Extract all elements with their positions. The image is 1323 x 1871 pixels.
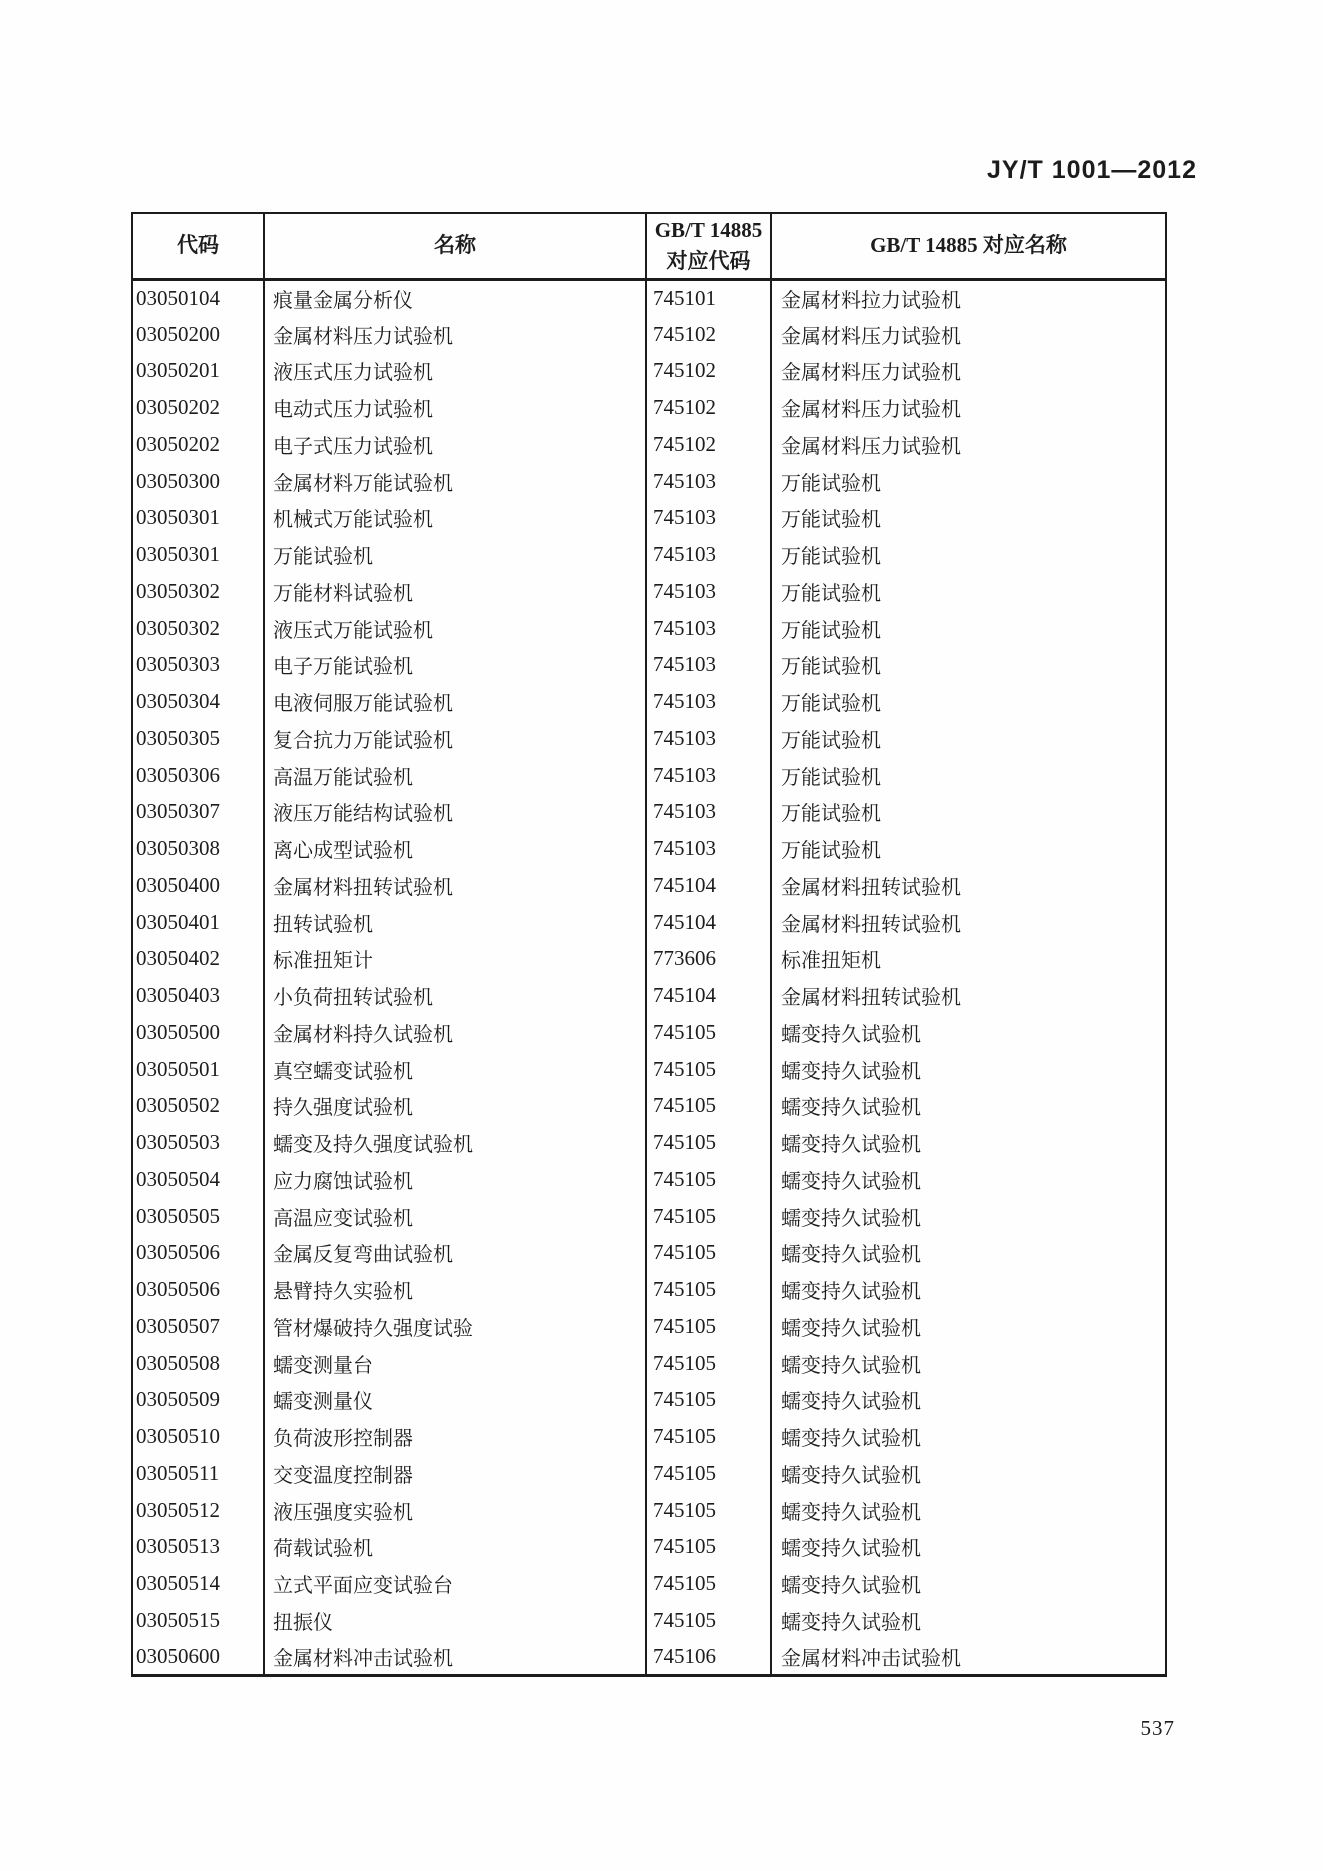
cell-gbt-name: 万能试验机 [771, 720, 1166, 757]
cell-name: 液压万能结构试验机 [264, 794, 646, 831]
cell-gbt-name: 标准扭矩机 [771, 941, 1166, 978]
cell-code: 03050104 [132, 279, 264, 316]
table-row [132, 977, 1166, 1014]
table-row [132, 1345, 1166, 1382]
cell-code: 03050515 [132, 1602, 264, 1639]
cell-name: 机械式万能试验机 [264, 500, 646, 537]
cell-code: 03050509 [132, 1382, 264, 1419]
cell-gbt-code: 745105 [646, 1124, 771, 1161]
column-header-gbt-code-line1: GB/T 14885 [654, 217, 763, 242]
cell-gbt-name: 蠕变持久试验机 [771, 1565, 1166, 1602]
cell-name: 金属材料持久试验机 [264, 1014, 646, 1051]
cell-name: 交变温度控制器 [264, 1455, 646, 1492]
column-header-gbt-code-line2: 对应代码 [666, 248, 751, 273]
cell-code: 03050507 [132, 1308, 264, 1345]
cell-gbt-name: 蠕变持久试验机 [771, 1014, 1166, 1051]
cell-name: 扭振仪 [264, 1602, 646, 1639]
cell-code: 03050506 [132, 1271, 264, 1308]
cell-gbt-code: 745105 [646, 1529, 771, 1566]
cell-gbt-name: 万能试验机 [771, 610, 1166, 647]
cell-code: 03050202 [132, 389, 264, 426]
table-row [132, 647, 1166, 684]
cell-code: 03050510 [132, 1418, 264, 1455]
cell-name: 液压式压力试验机 [264, 353, 646, 390]
cell-code: 03050403 [132, 977, 264, 1014]
cell-gbt-code: 745103 [646, 573, 771, 610]
table-row [132, 941, 1166, 978]
cell-gbt-name: 蠕变持久试验机 [771, 1308, 1166, 1345]
table-row [132, 1602, 1166, 1639]
cell-gbt-code: 745103 [646, 683, 771, 720]
cell-gbt-code: 745102 [646, 353, 771, 390]
cell-code: 03050304 [132, 683, 264, 720]
cell-code: 03050500 [132, 1014, 264, 1051]
cell-gbt-code: 745102 [646, 389, 771, 426]
cell-code: 03050506 [132, 1235, 264, 1272]
table-row [132, 426, 1166, 463]
standard-reference: JY/T 1001—2012 [987, 156, 1197, 184]
cell-gbt-name: 蠕变持久试验机 [771, 1051, 1166, 1088]
cell-gbt-code: 745105 [646, 1271, 771, 1308]
cell-gbt-name: 万能试验机 [771, 647, 1166, 684]
cell-code: 03050401 [132, 904, 264, 941]
cell-gbt-code: 745103 [646, 463, 771, 500]
cell-gbt-name: 金属材料扭转试验机 [771, 904, 1166, 941]
cell-name: 荷载试验机 [264, 1529, 646, 1566]
cell-code: 03050502 [132, 1088, 264, 1125]
cell-code: 03050301 [132, 536, 264, 573]
cell-code: 03050200 [132, 316, 264, 353]
cell-gbt-name: 蠕变持久试验机 [771, 1345, 1166, 1382]
cell-gbt-name: 蠕变持久试验机 [771, 1271, 1166, 1308]
cell-gbt-code: 745103 [646, 500, 771, 537]
cell-name: 持久强度试验机 [264, 1088, 646, 1125]
cell-gbt-code: 745106 [646, 1639, 771, 1676]
cell-code: 03050508 [132, 1345, 264, 1382]
cell-name: 电子式压力试验机 [264, 426, 646, 463]
cell-gbt-name: 蠕变持久试验机 [771, 1235, 1166, 1272]
cell-gbt-code: 745101 [646, 279, 771, 316]
cell-code: 03050305 [132, 720, 264, 757]
cell-name: 高温应变试验机 [264, 1198, 646, 1235]
table-row [132, 1308, 1166, 1345]
table-row [132, 1529, 1166, 1566]
cell-name: 立式平面应变试验台 [264, 1565, 646, 1602]
table-row [132, 867, 1166, 904]
cell-code: 03050504 [132, 1161, 264, 1198]
cell-name: 扭转试验机 [264, 904, 646, 941]
cell-gbt-code: 745105 [646, 1382, 771, 1419]
table-row [132, 500, 1166, 537]
cell-gbt-code: 745105 [646, 1565, 771, 1602]
table-row [132, 830, 1166, 867]
table-row [132, 757, 1166, 794]
cell-gbt-code: 745104 [646, 904, 771, 941]
cell-code: 03050306 [132, 757, 264, 794]
cell-gbt-code: 745105 [646, 1235, 771, 1272]
cell-gbt-name: 金属材料扭转试验机 [771, 977, 1166, 1014]
table-row [132, 1051, 1166, 1088]
column-header-gbt-name: GB/T 14885 对应名称 [771, 213, 1166, 279]
cell-code: 03050201 [132, 353, 264, 390]
cell-name: 标准扭矩计 [264, 941, 646, 978]
cell-gbt-name: 金属材料冲击试验机 [771, 1639, 1166, 1676]
cell-code: 03050513 [132, 1529, 264, 1566]
cell-gbt-name: 蠕变持久试验机 [771, 1088, 1166, 1125]
table-row [132, 1124, 1166, 1161]
cell-name: 负荷波形控制器 [264, 1418, 646, 1455]
table-row [132, 794, 1166, 831]
cell-gbt-code: 773606 [646, 941, 771, 978]
cell-code: 03050512 [132, 1492, 264, 1529]
page-number: 537 [1140, 1716, 1175, 1740]
cell-gbt-code: 745103 [646, 610, 771, 647]
cell-gbt-code: 745105 [646, 1051, 771, 1088]
cell-gbt-code: 745105 [646, 1161, 771, 1198]
cell-gbt-name: 金属材料扭转试验机 [771, 867, 1166, 904]
table-row [132, 1639, 1166, 1676]
cell-gbt-code: 745105 [646, 1345, 771, 1382]
table-row [132, 1088, 1166, 1125]
cell-code: 03050402 [132, 941, 264, 978]
cell-name: 离心成型试验机 [264, 830, 646, 867]
cell-code: 03050600 [132, 1639, 264, 1676]
table-row [132, 1492, 1166, 1529]
table-row [132, 1271, 1166, 1308]
cell-gbt-code: 745105 [646, 1308, 771, 1345]
table-row [132, 1235, 1166, 1272]
cell-gbt-code: 745105 [646, 1602, 771, 1639]
cell-gbt-code: 745103 [646, 536, 771, 573]
cell-gbt-name: 万能试验机 [771, 830, 1166, 867]
cell-code: 03050514 [132, 1565, 264, 1602]
cell-gbt-name: 金属材料压力试验机 [771, 426, 1166, 463]
table-row [132, 316, 1166, 353]
cell-code: 03050400 [132, 867, 264, 904]
cell-gbt-code: 745105 [646, 1014, 771, 1051]
table-row [132, 1198, 1166, 1235]
table-row [132, 1455, 1166, 1492]
cell-gbt-name: 蠕变持久试验机 [771, 1382, 1166, 1419]
cell-name: 液压强度实验机 [264, 1492, 646, 1529]
table-row [132, 463, 1166, 500]
cell-name: 电液伺服万能试验机 [264, 683, 646, 720]
table-row [132, 389, 1166, 426]
table-row [132, 904, 1166, 941]
cell-code: 03050303 [132, 647, 264, 684]
cell-gbt-name: 蠕变持久试验机 [771, 1198, 1166, 1235]
cell-gbt-code: 745102 [646, 426, 771, 463]
cell-name: 万能材料试验机 [264, 573, 646, 610]
cell-gbt-name: 万能试验机 [771, 757, 1166, 794]
cell-gbt-name: 蠕变持久试验机 [771, 1602, 1166, 1639]
table-row [132, 1382, 1166, 1419]
cell-name: 应力腐蚀试验机 [264, 1161, 646, 1198]
code-mapping-table [131, 212, 1167, 1677]
table-row [132, 720, 1166, 757]
cell-gbt-code: 745102 [646, 316, 771, 353]
cell-gbt-name: 蠕变持久试验机 [771, 1529, 1166, 1566]
cell-name: 蠕变及持久强度试验机 [264, 1124, 646, 1161]
table-row [132, 683, 1166, 720]
cell-code: 03050300 [132, 463, 264, 500]
cell-gbt-name: 万能试验机 [771, 573, 1166, 610]
cell-gbt-name: 金属材料拉力试验机 [771, 279, 1166, 316]
cell-gbt-code: 745103 [646, 757, 771, 794]
cell-code: 03050505 [132, 1198, 264, 1235]
cell-code: 03050202 [132, 426, 264, 463]
cell-gbt-name: 金属材料压力试验机 [771, 353, 1166, 390]
column-header-gbt-code [646, 213, 771, 279]
cell-gbt-name: 蠕变持久试验机 [771, 1418, 1166, 1455]
cell-name: 电子万能试验机 [264, 647, 646, 684]
cell-gbt-name: 万能试验机 [771, 683, 1166, 720]
cell-name: 金属材料冲击试验机 [264, 1639, 646, 1676]
cell-code: 03050308 [132, 830, 264, 867]
cell-gbt-code: 745103 [646, 720, 771, 757]
column-header-code: 代码 [132, 213, 264, 279]
cell-gbt-name: 万能试验机 [771, 536, 1166, 573]
cell-name: 金属材料压力试验机 [264, 316, 646, 353]
cell-code: 03050307 [132, 794, 264, 831]
cell-gbt-code: 745103 [646, 830, 771, 867]
column-header-name: 名称 [264, 213, 646, 279]
cell-name: 管材爆破持久强度试验 [264, 1308, 646, 1345]
cell-gbt-code: 745105 [646, 1455, 771, 1492]
cell-gbt-name: 蠕变持久试验机 [771, 1124, 1166, 1161]
cell-code: 03050511 [132, 1455, 264, 1492]
table-row [132, 279, 1166, 316]
cell-gbt-name: 万能试验机 [771, 463, 1166, 500]
cell-gbt-name: 万能试验机 [771, 500, 1166, 537]
table-row [132, 573, 1166, 610]
cell-name: 痕量金属分析仪 [264, 279, 646, 316]
cell-gbt-code: 745103 [646, 794, 771, 831]
cell-gbt-code: 745105 [646, 1198, 771, 1235]
table-row [132, 1418, 1166, 1455]
cell-code: 03050501 [132, 1051, 264, 1088]
cell-name: 金属材料扭转试验机 [264, 867, 646, 904]
cell-name: 真空蠕变试验机 [264, 1051, 646, 1088]
table-row [132, 610, 1166, 647]
cell-gbt-name: 金属材料压力试验机 [771, 316, 1166, 353]
cell-name: 小负荷扭转试验机 [264, 977, 646, 1014]
cell-gbt-name: 蠕变持久试验机 [771, 1455, 1166, 1492]
table-body [132, 279, 1166, 1676]
cell-gbt-code: 745104 [646, 977, 771, 1014]
table-row [132, 1014, 1166, 1051]
cell-name: 电动式压力试验机 [264, 389, 646, 426]
table-row [132, 353, 1166, 390]
cell-name: 万能试验机 [264, 536, 646, 573]
cell-gbt-name: 金属材料压力试验机 [771, 389, 1166, 426]
cell-gbt-code: 745105 [646, 1418, 771, 1455]
cell-code: 03050302 [132, 610, 264, 647]
table-row [132, 1565, 1166, 1602]
cell-code: 03050503 [132, 1124, 264, 1161]
cell-name: 蠕变测量台 [264, 1345, 646, 1382]
cell-gbt-name: 蠕变持久试验机 [771, 1492, 1166, 1529]
table-row [132, 1161, 1166, 1198]
cell-name: 悬臂持久实验机 [264, 1271, 646, 1308]
cell-gbt-name: 万能试验机 [771, 794, 1166, 831]
cell-gbt-code: 745105 [646, 1088, 771, 1125]
table-header-row [132, 213, 1166, 279]
cell-code: 03050301 [132, 500, 264, 537]
cell-name: 复合抗力万能试验机 [264, 720, 646, 757]
cell-name: 金属反复弯曲试验机 [264, 1235, 646, 1272]
cell-name: 金属材料万能试验机 [264, 463, 646, 500]
cell-name: 蠕变测量仪 [264, 1382, 646, 1419]
cell-code: 03050302 [132, 573, 264, 610]
cell-name: 液压式万能试验机 [264, 610, 646, 647]
cell-gbt-name: 蠕变持久试验机 [771, 1161, 1166, 1198]
table-row [132, 536, 1166, 573]
cell-name: 高温万能试验机 [264, 757, 646, 794]
cell-gbt-code: 745104 [646, 867, 771, 904]
cell-gbt-code: 745103 [646, 647, 771, 684]
cell-gbt-code: 745105 [646, 1492, 771, 1529]
